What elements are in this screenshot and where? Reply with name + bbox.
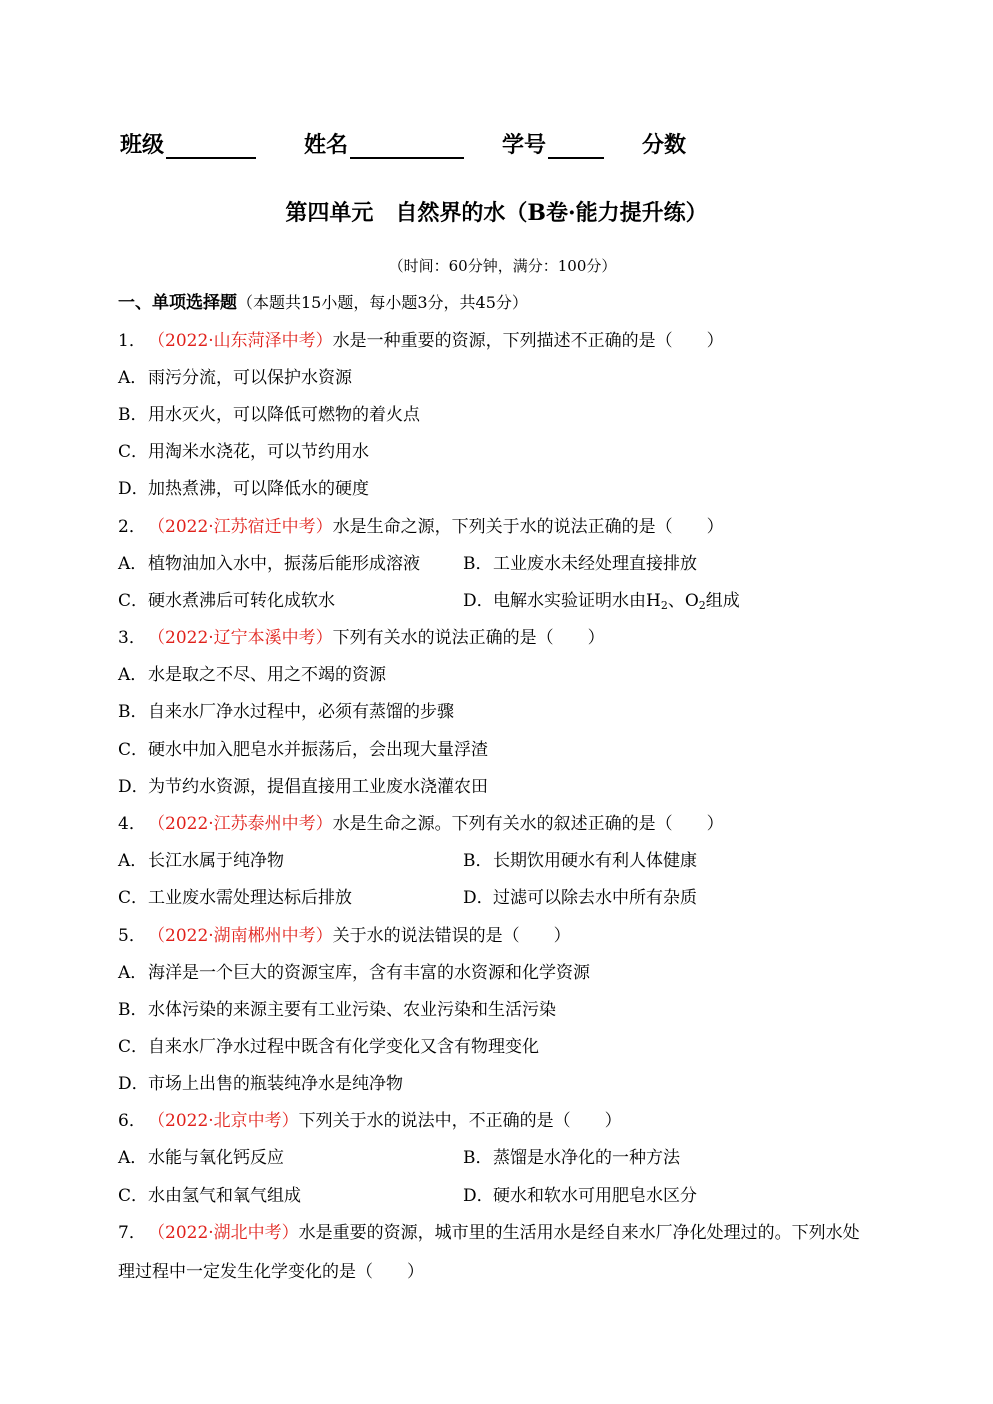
question-stem bbox=[118, 516, 724, 538]
option-text: 海洋是一个巨大的资源宝库，含有丰富的水资源和化学资源 bbox=[148, 963, 590, 983]
option-row bbox=[118, 590, 878, 612]
student-id-blank[interactable] bbox=[548, 135, 604, 159]
question-stem bbox=[118, 627, 605, 649]
option-d[interactable] bbox=[463, 887, 697, 909]
name-label: 姓名 bbox=[304, 132, 349, 158]
option-c[interactable] bbox=[118, 590, 335, 612]
option-label: C． bbox=[118, 1186, 149, 1206]
option-text: 用水灭火，可以降低可燃物的着火点 bbox=[148, 405, 420, 425]
option-b[interactable] bbox=[463, 553, 697, 575]
class-blank[interactable] bbox=[166, 135, 256, 159]
option-text: 水体污染的来源主要有工业污染、农业污染和生活污染 bbox=[148, 1000, 556, 1020]
question-text: 下列关于水的说法中，不正确的是（ ） bbox=[298, 1111, 622, 1131]
question-text: 水是一种重要的资源，下列描述不正确的是（ ） bbox=[332, 331, 724, 351]
option-a[interactable] bbox=[118, 664, 386, 686]
option-label: A． bbox=[118, 963, 148, 983]
option-text: 电解水实验证明水由H bbox=[493, 591, 661, 611]
question-text: 水是生命之源，下列关于水的说法正确的是（ ） bbox=[332, 517, 724, 537]
option-label: B． bbox=[463, 851, 493, 871]
option-label: B． bbox=[118, 1000, 148, 1020]
option-text: 水是取之不尽、用之不竭的资源 bbox=[148, 665, 386, 685]
option-label: A． bbox=[118, 554, 148, 574]
question-source: （2022·辽宁本溪中考） bbox=[148, 628, 333, 648]
option-label: C． bbox=[118, 591, 149, 611]
option-row bbox=[118, 553, 878, 575]
option-text: 蒸馏是水净化的一种方法 bbox=[493, 1148, 680, 1168]
option-label: B． bbox=[463, 554, 493, 574]
option-text: 硬水煮沸后可转化成软水 bbox=[148, 591, 335, 611]
score-field bbox=[642, 128, 686, 159]
option-text: 用淘米水浇花，可以节约用水 bbox=[148, 442, 369, 462]
option-b[interactable] bbox=[118, 404, 420, 426]
question-source: （2022·湖北中考） bbox=[148, 1223, 299, 1243]
question-stem bbox=[118, 1222, 860, 1244]
option-c[interactable] bbox=[118, 1036, 539, 1058]
option-text: 工业废水需处理达标后排放 bbox=[148, 888, 352, 908]
option-label: D． bbox=[118, 777, 149, 797]
option-label: D． bbox=[118, 1074, 149, 1094]
name-field bbox=[304, 128, 464, 159]
option-d[interactable] bbox=[463, 1185, 697, 1207]
option-a[interactable] bbox=[118, 850, 284, 872]
question-source: （2022·江苏宿迁中考） bbox=[148, 517, 333, 537]
option-text: 水能与氧化钙反应 bbox=[148, 1148, 284, 1168]
class-label: 班级 bbox=[120, 132, 165, 158]
option-label: D． bbox=[463, 888, 494, 908]
option-label: B． bbox=[118, 702, 148, 722]
option-label: D． bbox=[118, 479, 149, 499]
class-field bbox=[120, 128, 256, 159]
question-number: 7． bbox=[118, 1223, 146, 1243]
question-stem bbox=[118, 1110, 622, 1132]
option-text: 水由氢气和氧气组成 bbox=[148, 1186, 301, 1206]
option-c[interactable] bbox=[118, 739, 488, 761]
option-row bbox=[118, 887, 878, 909]
option-label: C． bbox=[118, 1037, 149, 1057]
option-text: 加热煮沸，可以降低水的硬度 bbox=[148, 479, 369, 499]
option-label: B． bbox=[118, 405, 148, 425]
question-number: 3． bbox=[118, 628, 146, 648]
option-label: C． bbox=[118, 442, 149, 462]
question-source: （2022·湖南郴州中考） bbox=[148, 926, 333, 946]
option-text: 长期饮用硬水有利人体健康 bbox=[493, 851, 697, 871]
section-heading bbox=[118, 292, 528, 314]
question-number: 5． bbox=[118, 926, 146, 946]
option-d[interactable] bbox=[118, 1073, 403, 1095]
option-text: 长江水属于纯净物 bbox=[148, 851, 284, 871]
option-label: D． bbox=[463, 1186, 494, 1206]
name-blank[interactable] bbox=[350, 135, 464, 159]
question-text: 水是生命之源。下列有关水的叙述正确的是（ ） bbox=[332, 814, 724, 834]
option-d[interactable] bbox=[118, 478, 369, 500]
score-label: 分数 bbox=[642, 132, 687, 158]
option-row bbox=[118, 1185, 878, 1207]
subscript: 2 bbox=[660, 599, 668, 612]
option-text: 市场上出售的瓶装纯净水是纯净物 bbox=[148, 1074, 403, 1094]
option-row bbox=[118, 1147, 878, 1169]
question-stem bbox=[118, 813, 724, 835]
option-text: 植物油加入水中，振荡后能形成溶液 bbox=[148, 554, 420, 574]
option-b[interactable] bbox=[463, 850, 697, 872]
student-info-header bbox=[120, 128, 686, 159]
document-subtitle: （时间：60分钟，满分：100分） bbox=[388, 257, 617, 275]
question-stem bbox=[118, 925, 571, 947]
question-stem bbox=[118, 330, 724, 352]
option-row bbox=[118, 850, 878, 872]
option-a[interactable] bbox=[118, 962, 590, 984]
option-c[interactable] bbox=[118, 441, 369, 463]
option-label: C． bbox=[118, 888, 149, 908]
option-text: 自来水厂净水过程中，必须有蒸馏的步骤 bbox=[148, 702, 454, 722]
option-text: 硬水和软水可用肥皂水区分 bbox=[493, 1186, 697, 1206]
student-id-label: 学号 bbox=[502, 132, 547, 158]
document-title: 第四单元 自然界的水（B卷·能力提升练） bbox=[285, 200, 708, 226]
option-text: 、O bbox=[667, 591, 699, 611]
question-text: 水是重要的资源，城市里的生活用水是经自来水厂净化处理过的。下列水处 bbox=[298, 1223, 860, 1243]
option-label: A． bbox=[118, 368, 148, 388]
question-source: （2022·江苏泰州中考） bbox=[148, 814, 333, 834]
option-text: 雨污分流，可以保护水资源 bbox=[148, 368, 352, 388]
option-label: B． bbox=[463, 1148, 493, 1168]
option-text: 组成 bbox=[705, 591, 740, 611]
option-label: A． bbox=[118, 851, 148, 871]
question-text-continued: 理过程中一定发生化学变化的是（ ） bbox=[118, 1262, 424, 1282]
option-a[interactable] bbox=[118, 367, 352, 389]
option-b[interactable] bbox=[463, 1147, 680, 1169]
question-number: 6． bbox=[118, 1111, 146, 1131]
question-number: 1． bbox=[118, 331, 146, 351]
section-title: 一、单项选择题 bbox=[118, 293, 237, 313]
student-id-field bbox=[502, 128, 604, 159]
question-text: 下列有关水的说法正确的是（ ） bbox=[332, 628, 605, 648]
option-label: A． bbox=[118, 665, 148, 685]
question-number: 4． bbox=[118, 814, 146, 834]
option-b[interactable] bbox=[118, 999, 556, 1021]
question-number: 2． bbox=[118, 517, 146, 537]
option-a[interactable] bbox=[118, 553, 420, 575]
option-label: C． bbox=[118, 740, 149, 760]
option-label: A． bbox=[118, 1148, 148, 1168]
option-text: 过滤可以除去水中所有杂质 bbox=[493, 888, 697, 908]
option-d[interactable] bbox=[118, 776, 488, 798]
question-source: （2022·北京中考） bbox=[148, 1111, 299, 1131]
section-note: （本题共15小题，每小题3分，共45分） bbox=[237, 293, 528, 312]
question-source: （2022·山东菏泽中考） bbox=[148, 331, 333, 351]
option-d[interactable] bbox=[463, 590, 740, 612]
option-a[interactable] bbox=[118, 1147, 284, 1169]
option-c[interactable] bbox=[118, 1185, 301, 1207]
option-text: 自来水厂净水过程中既含有化学变化又含有物理变化 bbox=[148, 1037, 539, 1057]
option-text: 硬水中加入肥皂水并振荡后，会出现大量浮渣 bbox=[148, 740, 488, 760]
option-b[interactable] bbox=[118, 701, 454, 723]
question-text: 关于水的说法错误的是（ ） bbox=[332, 926, 571, 946]
option-label: D． bbox=[463, 591, 494, 611]
subscript: 2 bbox=[698, 599, 706, 612]
option-c[interactable] bbox=[118, 887, 352, 909]
option-text: 工业废水未经处理直接排放 bbox=[493, 554, 697, 574]
option-text: 为节约水资源，提倡直接用工业废水浇灌农田 bbox=[148, 777, 488, 797]
